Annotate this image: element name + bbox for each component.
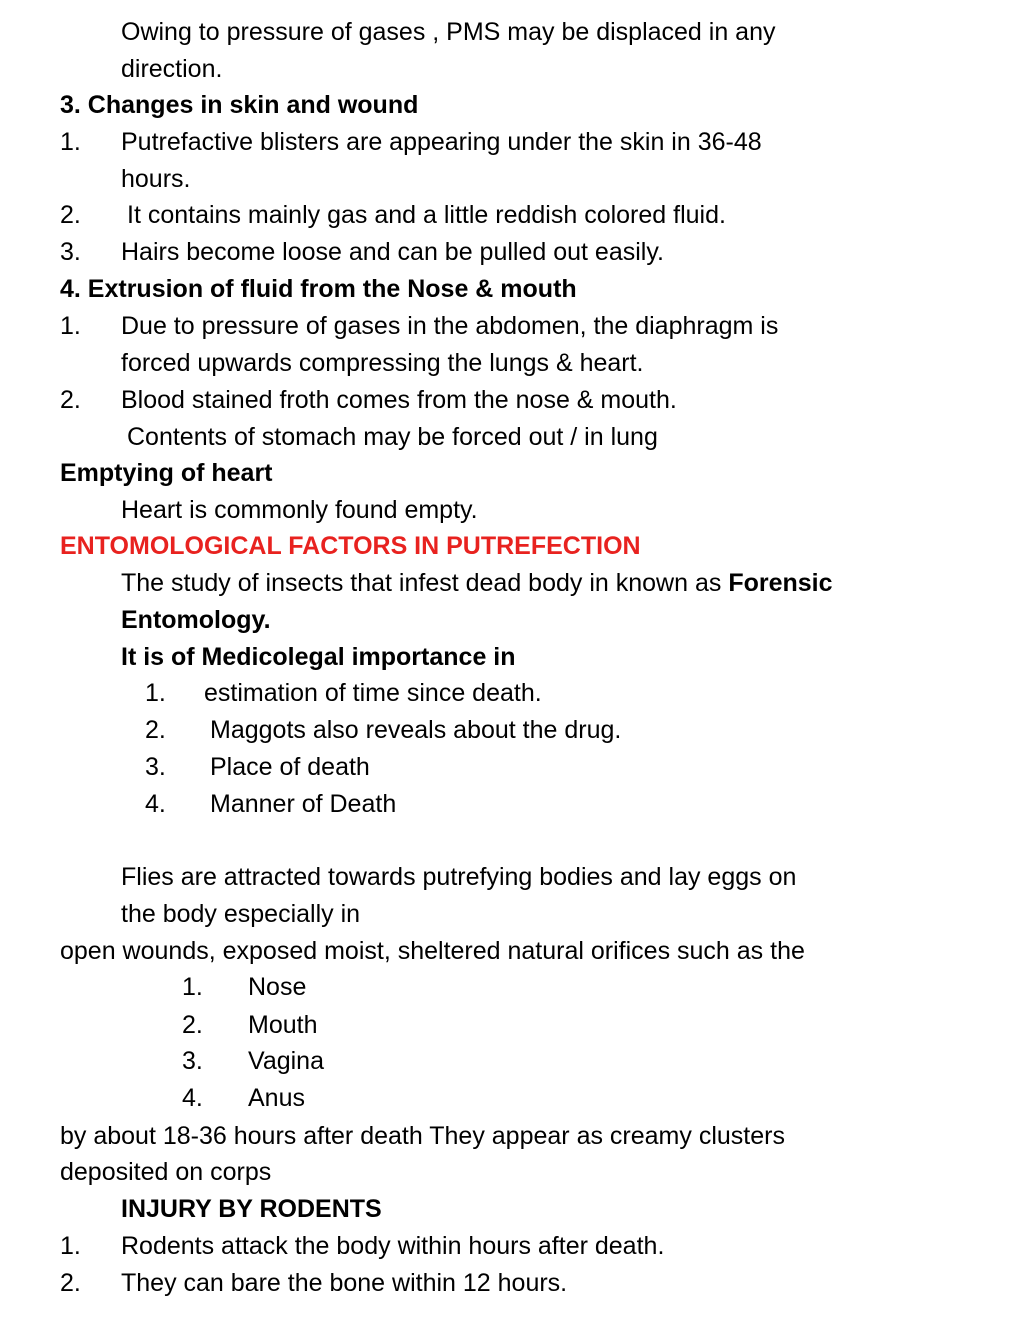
- section-3-heading: 3. Changes in skin and wound: [60, 91, 419, 119]
- orifice-1-text: Nose: [248, 973, 307, 1001]
- entomology-heading: ENTOMOLOGICAL FACTORS IN PUTREFECTION: [60, 532, 641, 560]
- importance-item-4-text: Manner of Death: [210, 790, 397, 818]
- section-4-heading: 4. Extrusion of fluid from the Nose & mouth: [60, 275, 577, 303]
- after-line-2: deposited on corps: [60, 1158, 272, 1186]
- flies-line-2: the body especially in: [121, 900, 361, 928]
- importance-item-4-number: 4.: [145, 790, 166, 818]
- sec3-item-2-number: 2.: [60, 201, 81, 229]
- flies-line-3: open wounds, exposed moist, sheltered natural orifices such as the: [60, 937, 805, 965]
- sec3-item-1-line-1: Putrefactive blisters are appearing under the skin in 36-48: [121, 128, 762, 156]
- sec4-item-1-line-1: Due to pressure of gases in the abdomen, the diaphragm is: [121, 312, 779, 340]
- sec4-item-1-line-2: forced upwards compressing the lungs & heart.: [121, 349, 644, 377]
- orifice-1-number: 1.: [182, 973, 203, 1001]
- after-line-1: by about 18-36 hours after death They appear as creamy clusters: [60, 1122, 785, 1150]
- sec4-item-1-number: 1.: [60, 312, 81, 340]
- rodents-item-1-text: Rodents attack the body within hours after death.: [121, 1232, 665, 1260]
- sec4-item-2-text: Blood stained froth comes from the nose & mouth.: [121, 386, 677, 414]
- orifice-3-text: Vagina: [248, 1047, 324, 1075]
- sec3-item-1-line-2: hours.: [121, 165, 191, 193]
- sec4-extra-text: Contents of stomach may be forced out / in lung: [127, 423, 658, 451]
- importance-heading: It is of Medicolegal importance in: [121, 643, 516, 671]
- importance-item-3-number: 3.: [145, 753, 166, 781]
- importance-item-3-text: Place of death: [210, 753, 370, 781]
- orifice-2-text: Mouth: [248, 1011, 318, 1039]
- rodents-heading: INJURY BY RODENTS: [121, 1195, 382, 1223]
- orifice-2-number: 2.: [182, 1011, 203, 1039]
- flies-line-1: Flies are attracted towards putrefying bodies and lay eggs on: [121, 863, 797, 891]
- sec3-item-3-number: 3.: [60, 238, 81, 266]
- sec3-item-3-text: Hairs become loose and can be pulled out easily.: [121, 238, 664, 266]
- orifice-4-number: 4.: [182, 1084, 203, 1112]
- sec4-item-2-number: 2.: [60, 386, 81, 414]
- emptying-heading: Emptying of heart: [60, 459, 273, 487]
- importance-item-2-number: 2.: [145, 716, 166, 744]
- orifice-3-number: 3.: [182, 1047, 203, 1075]
- rodents-item-2-text: They can bare the bone within 12 hours.: [121, 1269, 568, 1297]
- emptying-text: Heart is commonly found empty.: [121, 496, 478, 524]
- sec3-item-1-number: 1.: [60, 128, 81, 156]
- intro-line-1: Owing to pressure of gases , PMS may be displaced in any: [121, 18, 776, 46]
- importance-item-1-text: estimation of time since death.: [204, 679, 542, 707]
- rodents-item-2-number: 2.: [60, 1269, 81, 1297]
- entomology-text-bold: Forensic: [728, 569, 833, 597]
- orifice-4-text: Anus: [248, 1084, 305, 1112]
- importance-item-1-number: 1.: [145, 679, 166, 707]
- intro-line-2: direction.: [121, 55, 223, 83]
- sec3-item-2-text: It contains mainly gas and a little reddish colored fluid.: [127, 201, 726, 229]
- importance-item-2-text: Maggots also reveals about the drug.: [210, 716, 622, 744]
- rodents-item-1-number: 1.: [60, 1232, 81, 1260]
- entomology-text-line-2: Entomology.: [121, 606, 271, 634]
- entomology-text-regular: The study of insects that infest dead body in known as: [121, 569, 729, 597]
- entomology-text-line-1: [121, 568, 833, 598]
